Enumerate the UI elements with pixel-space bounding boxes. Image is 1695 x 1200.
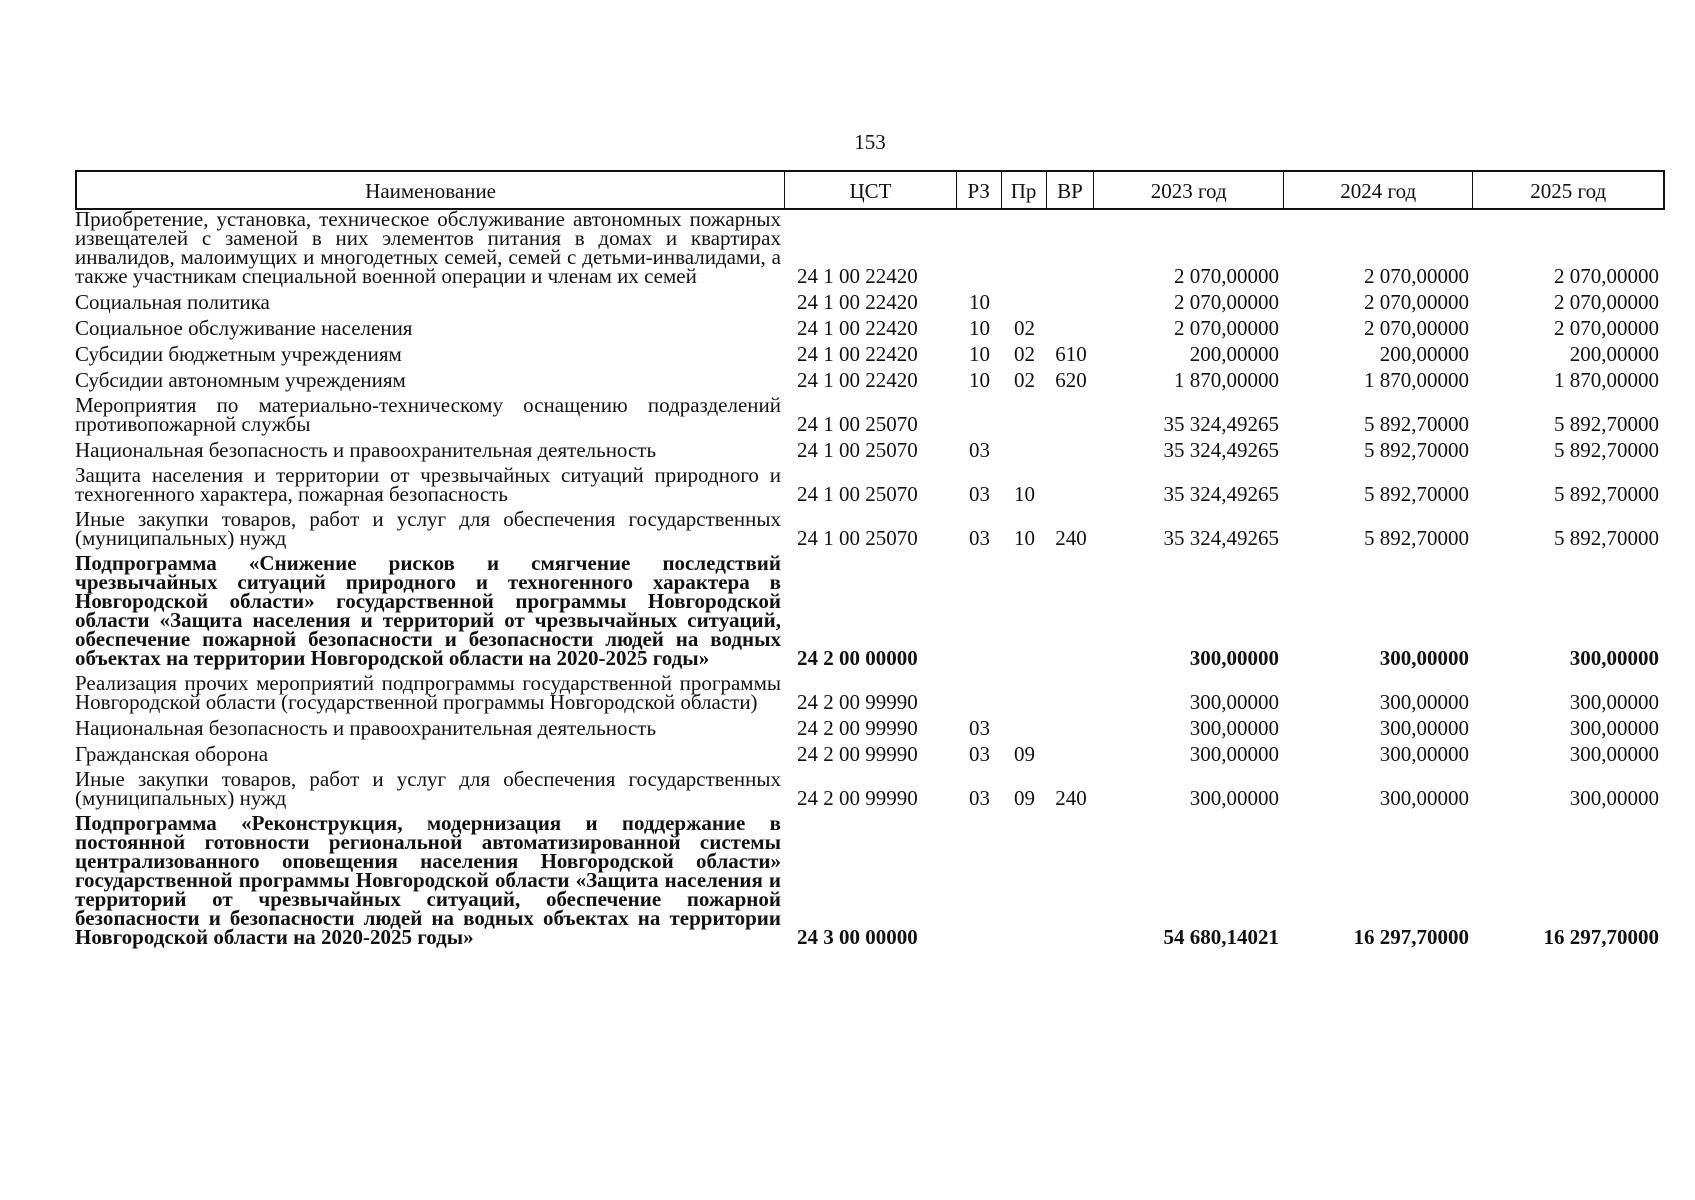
row-vr: 240: [1055, 526, 1087, 550]
row-name: Иные закупки товаров, работ и услуг для обеспечения государственных (муниципальных) нужд: [75, 767, 781, 810]
row-2025: 300,00000: [1569, 690, 1659, 714]
table-row: [75, 318, 1665, 338]
header-pr: Пр: [1002, 172, 1047, 208]
row-name: Реализация прочих мероприятий подпрограммы государственной программы Новгородской области (государственной программы Новгородской области): [75, 671, 781, 714]
table-row: [75, 370, 1665, 390]
row-rz: 03: [969, 438, 990, 462]
row-cst: 24 1 00 25070: [797, 438, 918, 462]
row-2024: 16 297,70000: [1353, 925, 1469, 949]
row-2024: 5 892,70000: [1364, 412, 1469, 436]
row-2023: 2 070,00000: [1174, 264, 1279, 288]
row-2024: 300,00000: [1379, 716, 1469, 740]
row-cst: 24 1 00 25070: [797, 482, 918, 506]
table-row: [75, 463, 1665, 506]
table-header: [75, 170, 1665, 210]
row-name: Национальная безопасность и правоохранительная деятельность: [75, 716, 657, 740]
table-row: [75, 344, 1665, 364]
row-2024: 200,00000: [1379, 342, 1469, 366]
row-2024: 2 070,00000: [1364, 290, 1469, 314]
table-row: [75, 744, 1665, 764]
row-2023: 2 070,00000: [1174, 290, 1279, 314]
row-2025: 300,00000: [1569, 742, 1659, 766]
row-2023: 1 870,00000: [1174, 368, 1279, 392]
page-number: 153: [854, 130, 886, 154]
table-row: [75, 718, 1665, 738]
row-pr: 09: [1014, 742, 1035, 766]
row-pr: 09: [1014, 786, 1035, 810]
row-2025: 5 892,70000: [1554, 412, 1659, 436]
row-pr: 10: [1014, 526, 1035, 550]
header-2024: 2024 год: [1284, 172, 1474, 208]
row-2024: 300,00000: [1379, 690, 1469, 714]
row-2025: 300,00000: [1569, 646, 1659, 670]
row-pr: 02: [1014, 316, 1035, 340]
header-cst: ЦСТ: [785, 172, 957, 208]
table-row: [75, 551, 1665, 670]
row-2023: 300,00000: [1189, 690, 1279, 714]
header-vr: ВР: [1047, 172, 1095, 208]
row-2024: 2 070,00000: [1364, 316, 1469, 340]
row-2024: 300,00000: [1379, 646, 1469, 670]
row-rz: 10: [969, 316, 990, 340]
row-cst: 24 2 00 99990: [797, 742, 918, 766]
row-2023: 35 324,49265: [1163, 482, 1279, 506]
row-cst: 24 1 00 22420: [797, 368, 918, 392]
row-pr: 10: [1014, 482, 1035, 506]
table-row: [75, 393, 1665, 436]
row-name: Субсидии автономным учреждениям: [75, 368, 406, 392]
row-pr: 02: [1014, 368, 1035, 392]
table-row: [75, 671, 1665, 714]
budget-table: [75, 170, 1665, 953]
row-rz: 03: [969, 526, 990, 550]
row-rz: 10: [969, 368, 990, 392]
row-2024: 5 892,70000: [1364, 482, 1469, 506]
row-pr: 02: [1014, 342, 1035, 366]
row-name: Мероприятия по материально-техническому оснащению подразделений противопожарной службы: [75, 393, 781, 436]
row-rz: 03: [969, 482, 990, 506]
row-cst: 24 1 00 22420: [797, 342, 918, 366]
row-2023: 300,00000: [1189, 742, 1279, 766]
row-cst: 24 1 00 22420: [797, 264, 918, 288]
row-2024: 300,00000: [1379, 742, 1469, 766]
header-2025: 2025 год: [1530, 179, 1607, 203]
table-row: [75, 207, 1665, 288]
row-2025: 2 070,00000: [1554, 264, 1659, 288]
row-2023: 300,00000: [1189, 786, 1279, 810]
row-vr: 610: [1055, 342, 1087, 366]
row-2023: 200,00000: [1189, 342, 1279, 366]
row-2024: 2 070,00000: [1364, 264, 1469, 288]
row-cst: 24 2 00 99990: [797, 690, 918, 714]
row-2025: 16 297,70000: [1543, 925, 1659, 949]
row-name: Социальное обслуживание населения: [75, 316, 413, 340]
row-cst: 24 2 00 00000: [797, 646, 918, 670]
row-name: Гражданская оборона: [75, 742, 269, 766]
row-2023: 300,00000: [1189, 646, 1279, 670]
row-cst: 24 1 00 22420: [797, 316, 918, 340]
row-name: Подпрограмма «Реконструкция, модернизация и поддержание в постоянной готовности региональной автоматизированной системы централизованного оповещения населения Новгородской области» государственной программы Новгородской области «Защита населения и территорий от чрезвычайных ситуаций, обеспечение пожарной безопасности и безопасности людей на водных объектах на территории Новгородской области на 2020-2025 годы»: [75, 811, 781, 949]
row-2025: 1 870,00000: [1554, 368, 1659, 392]
table-row: [75, 292, 1665, 312]
row-2025: 200,00000: [1569, 342, 1659, 366]
header-name: Наименование: [77, 172, 785, 208]
row-name: Иные закупки товаров, работ и услуг для обеспечения государственных (муниципальных) нужд: [75, 507, 781, 550]
row-rz: 10: [969, 290, 990, 314]
row-2023: 35 324,49265: [1163, 438, 1279, 462]
row-name: Подпрограмма «Снижение рисков и смягчение последствий чрезвычайных ситуаций природного и техногенного характера в Новгородской области» государственной программы Новгородской области «Защита населения и территорий от чрезвычайных ситуаций, обеспечение пожарной безопасности и безопасности людей на водных объектах на территории Новгородской области на 2020-2025 годы»: [75, 551, 781, 670]
row-cst: 24 1 00 25070: [797, 526, 918, 550]
row-2025: 2 070,00000: [1554, 316, 1659, 340]
row-name: Защита населения и территории от чрезвычайных ситуаций природного и техногенного характера, пожарная безопасность: [75, 463, 781, 506]
row-vr: 240: [1055, 786, 1087, 810]
row-2023: 300,00000: [1189, 716, 1279, 740]
row-2024: 5 892,70000: [1364, 438, 1469, 462]
row-2024: 1 870,00000: [1364, 368, 1469, 392]
table-row: [75, 811, 1665, 949]
row-2023: 54 680,14021: [1163, 925, 1279, 949]
row-2024: 300,00000: [1379, 786, 1469, 810]
row-2024: 5 892,70000: [1364, 526, 1469, 550]
row-rz: 10: [969, 342, 990, 366]
row-2023: 2 070,00000: [1174, 316, 1279, 340]
row-2025: 300,00000: [1569, 716, 1659, 740]
row-2023: 35 324,49265: [1163, 526, 1279, 550]
row-2025: 300,00000: [1569, 786, 1659, 810]
row-2025: 5 892,70000: [1554, 526, 1659, 550]
row-2025: 5 892,70000: [1554, 438, 1659, 462]
row-2023: 35 324,49265: [1163, 412, 1279, 436]
table-row: [75, 440, 1665, 460]
table-row: [75, 767, 1665, 810]
row-cst: 24 1 00 25070: [797, 412, 918, 436]
row-2025: 5 892,70000: [1554, 482, 1659, 506]
row-vr: 620: [1055, 368, 1087, 392]
header-2023: 2023 год: [1094, 172, 1284, 208]
row-2025: 2 070,00000: [1554, 290, 1659, 314]
row-name: Национальная безопасность и правоохранительная деятельность: [75, 438, 657, 462]
row-name: Социальная политика: [75, 290, 270, 314]
row-cst: 24 2 00 99990: [797, 716, 918, 740]
row-cst: 24 3 00 00000: [797, 925, 918, 949]
row-rz: 03: [969, 716, 990, 740]
row-cst: 24 1 00 22420: [797, 290, 918, 314]
row-cst: 24 2 00 99990: [797, 786, 918, 810]
table-body: [75, 207, 1665, 953]
table-row: [75, 507, 1665, 550]
row-name: Приобретение, установка, техническое обслуживание автономных пожарных извещателей с заменой в них элементов питания в домах и квартирах инвалидов, малоимущих и многодетных семей, семей с детьми-инвалидами, а также участникам специальной военной операции и членам их семей: [75, 207, 781, 288]
row-rz: 03: [969, 786, 990, 810]
row-name: Субсидии бюджетным учреждениям: [75, 342, 402, 366]
row-rz: 03: [969, 742, 990, 766]
header-rz: РЗ: [957, 172, 1002, 208]
